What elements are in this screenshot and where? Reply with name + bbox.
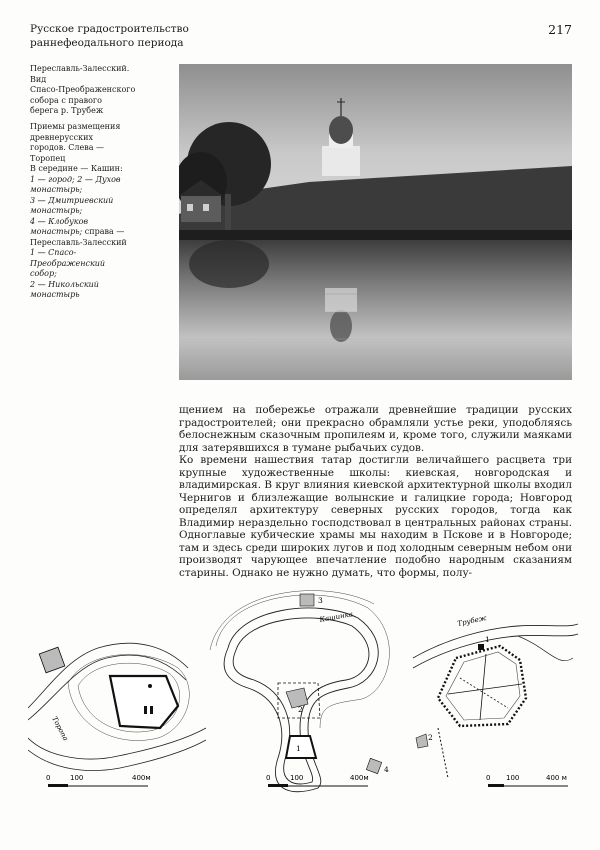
paragraph: Ко времени нашествия татар достигли величайшего расцвета три крупные художественные школы: киевская, новгородская и владимирская. В круг влияния киевской архитектурной школы входил Чернигов и близлежащие волынские и галицкие города; Новгород определял архитектуру северных русских городов, тогда как Владимир нераздельно господствовал в центральных районах страны. Одноглавые кубические храмы мы находим в Пскове и в Новгороде; там и здесь среди широких лугов и под холодным северным небом они производят чарующее впечатление подобно народным сказаниям старины. Однако не нужно думать, что формы, полу- [179, 454, 572, 579]
caption-line: В середине — Кашин: [30, 164, 123, 173]
town-kremlin [286, 736, 316, 758]
map-label: 1 [485, 635, 490, 644]
scale-label: 400 м [546, 774, 567, 782]
caption-line: Торопец [30, 153, 66, 163]
caption-line: Переславль-Залесский. [30, 64, 130, 73]
river-label: Торопа [50, 715, 70, 743]
scale-label: 0 [266, 774, 271, 782]
monastery-block [300, 594, 314, 606]
legend-line: монастырь [30, 290, 80, 299]
page-number: 217 [548, 22, 572, 37]
caption-line: собора с правого [30, 95, 102, 105]
monastery-block [286, 688, 308, 708]
paragraph: щением на побережье отражали древнейшие традиции русских градостроителей; они прекрасно обрамляли устье реки, уподобляясь белоснежным сказочным пропилеям и, кроме того, служили маяками для затерявшихся в тумане рыбачьих судов. [179, 404, 572, 454]
scale-label: 400м [132, 774, 151, 782]
photo-caption [30, 64, 162, 117]
legend-line: Преображенский [30, 258, 106, 268]
cathedral-dome [329, 116, 353, 144]
legend-line: 4 — Клобуков [30, 216, 89, 226]
scale-label: 100 [290, 774, 304, 782]
monastery-block [39, 647, 65, 673]
caption-line: Спасо-Преображенского [30, 85, 136, 94]
caption-line: городов. Слева — [30, 143, 105, 152]
fortress [110, 676, 178, 728]
cathedral-body [322, 146, 360, 176]
photo-cathedral-river [179, 64, 572, 380]
legend-line: монастырь; [30, 206, 83, 215]
map-kashin [208, 588, 398, 803]
caption-line: берега р. Трубеж [30, 106, 104, 115]
legend-line: 1 — город; 2 — Духов [30, 174, 121, 184]
map-label: 2 [298, 705, 303, 714]
caption-line: древнерусских [30, 132, 93, 142]
map-pereslavl [408, 588, 580, 803]
body-text [179, 404, 572, 579]
scale-label: 400м [350, 774, 369, 782]
legend-line: монастырь; [30, 185, 83, 194]
map-label: 4 [384, 765, 389, 774]
legend-line: собор; [30, 269, 57, 278]
scale-label: 0 [486, 774, 491, 782]
river-label: Трубеж [456, 613, 488, 628]
maps-caption [30, 122, 162, 301]
monastery-block [416, 734, 428, 748]
scale-label: 100 [506, 774, 520, 782]
running-head: Русское градостроительство раннефеодального периода [30, 23, 189, 49]
caption-line: Вид [30, 74, 47, 84]
legend-line: 1 — Спасо- [30, 248, 77, 257]
caption-line: справа — [84, 227, 125, 236]
scale-label: 0 [46, 774, 51, 782]
caption-line: Переславль-Залесский [30, 237, 127, 247]
map-toropets [28, 588, 208, 803]
scale-label: 100 [70, 774, 84, 782]
legend-line: монастырь; [30, 227, 83, 236]
photo-illustration [179, 64, 572, 380]
monastery-block [366, 758, 381, 773]
cathedral-marker [478, 644, 484, 650]
legend-line: 3 — Дмитриевский [30, 195, 114, 205]
river-label: Кашинка [318, 610, 354, 624]
map-label: 3 [318, 596, 323, 605]
caption-line: Приемы размещения [30, 122, 121, 131]
map-label: 2 [428, 733, 433, 742]
map-label: 1 [296, 744, 301, 753]
legend-line: 2 — Никольский [30, 279, 99, 289]
